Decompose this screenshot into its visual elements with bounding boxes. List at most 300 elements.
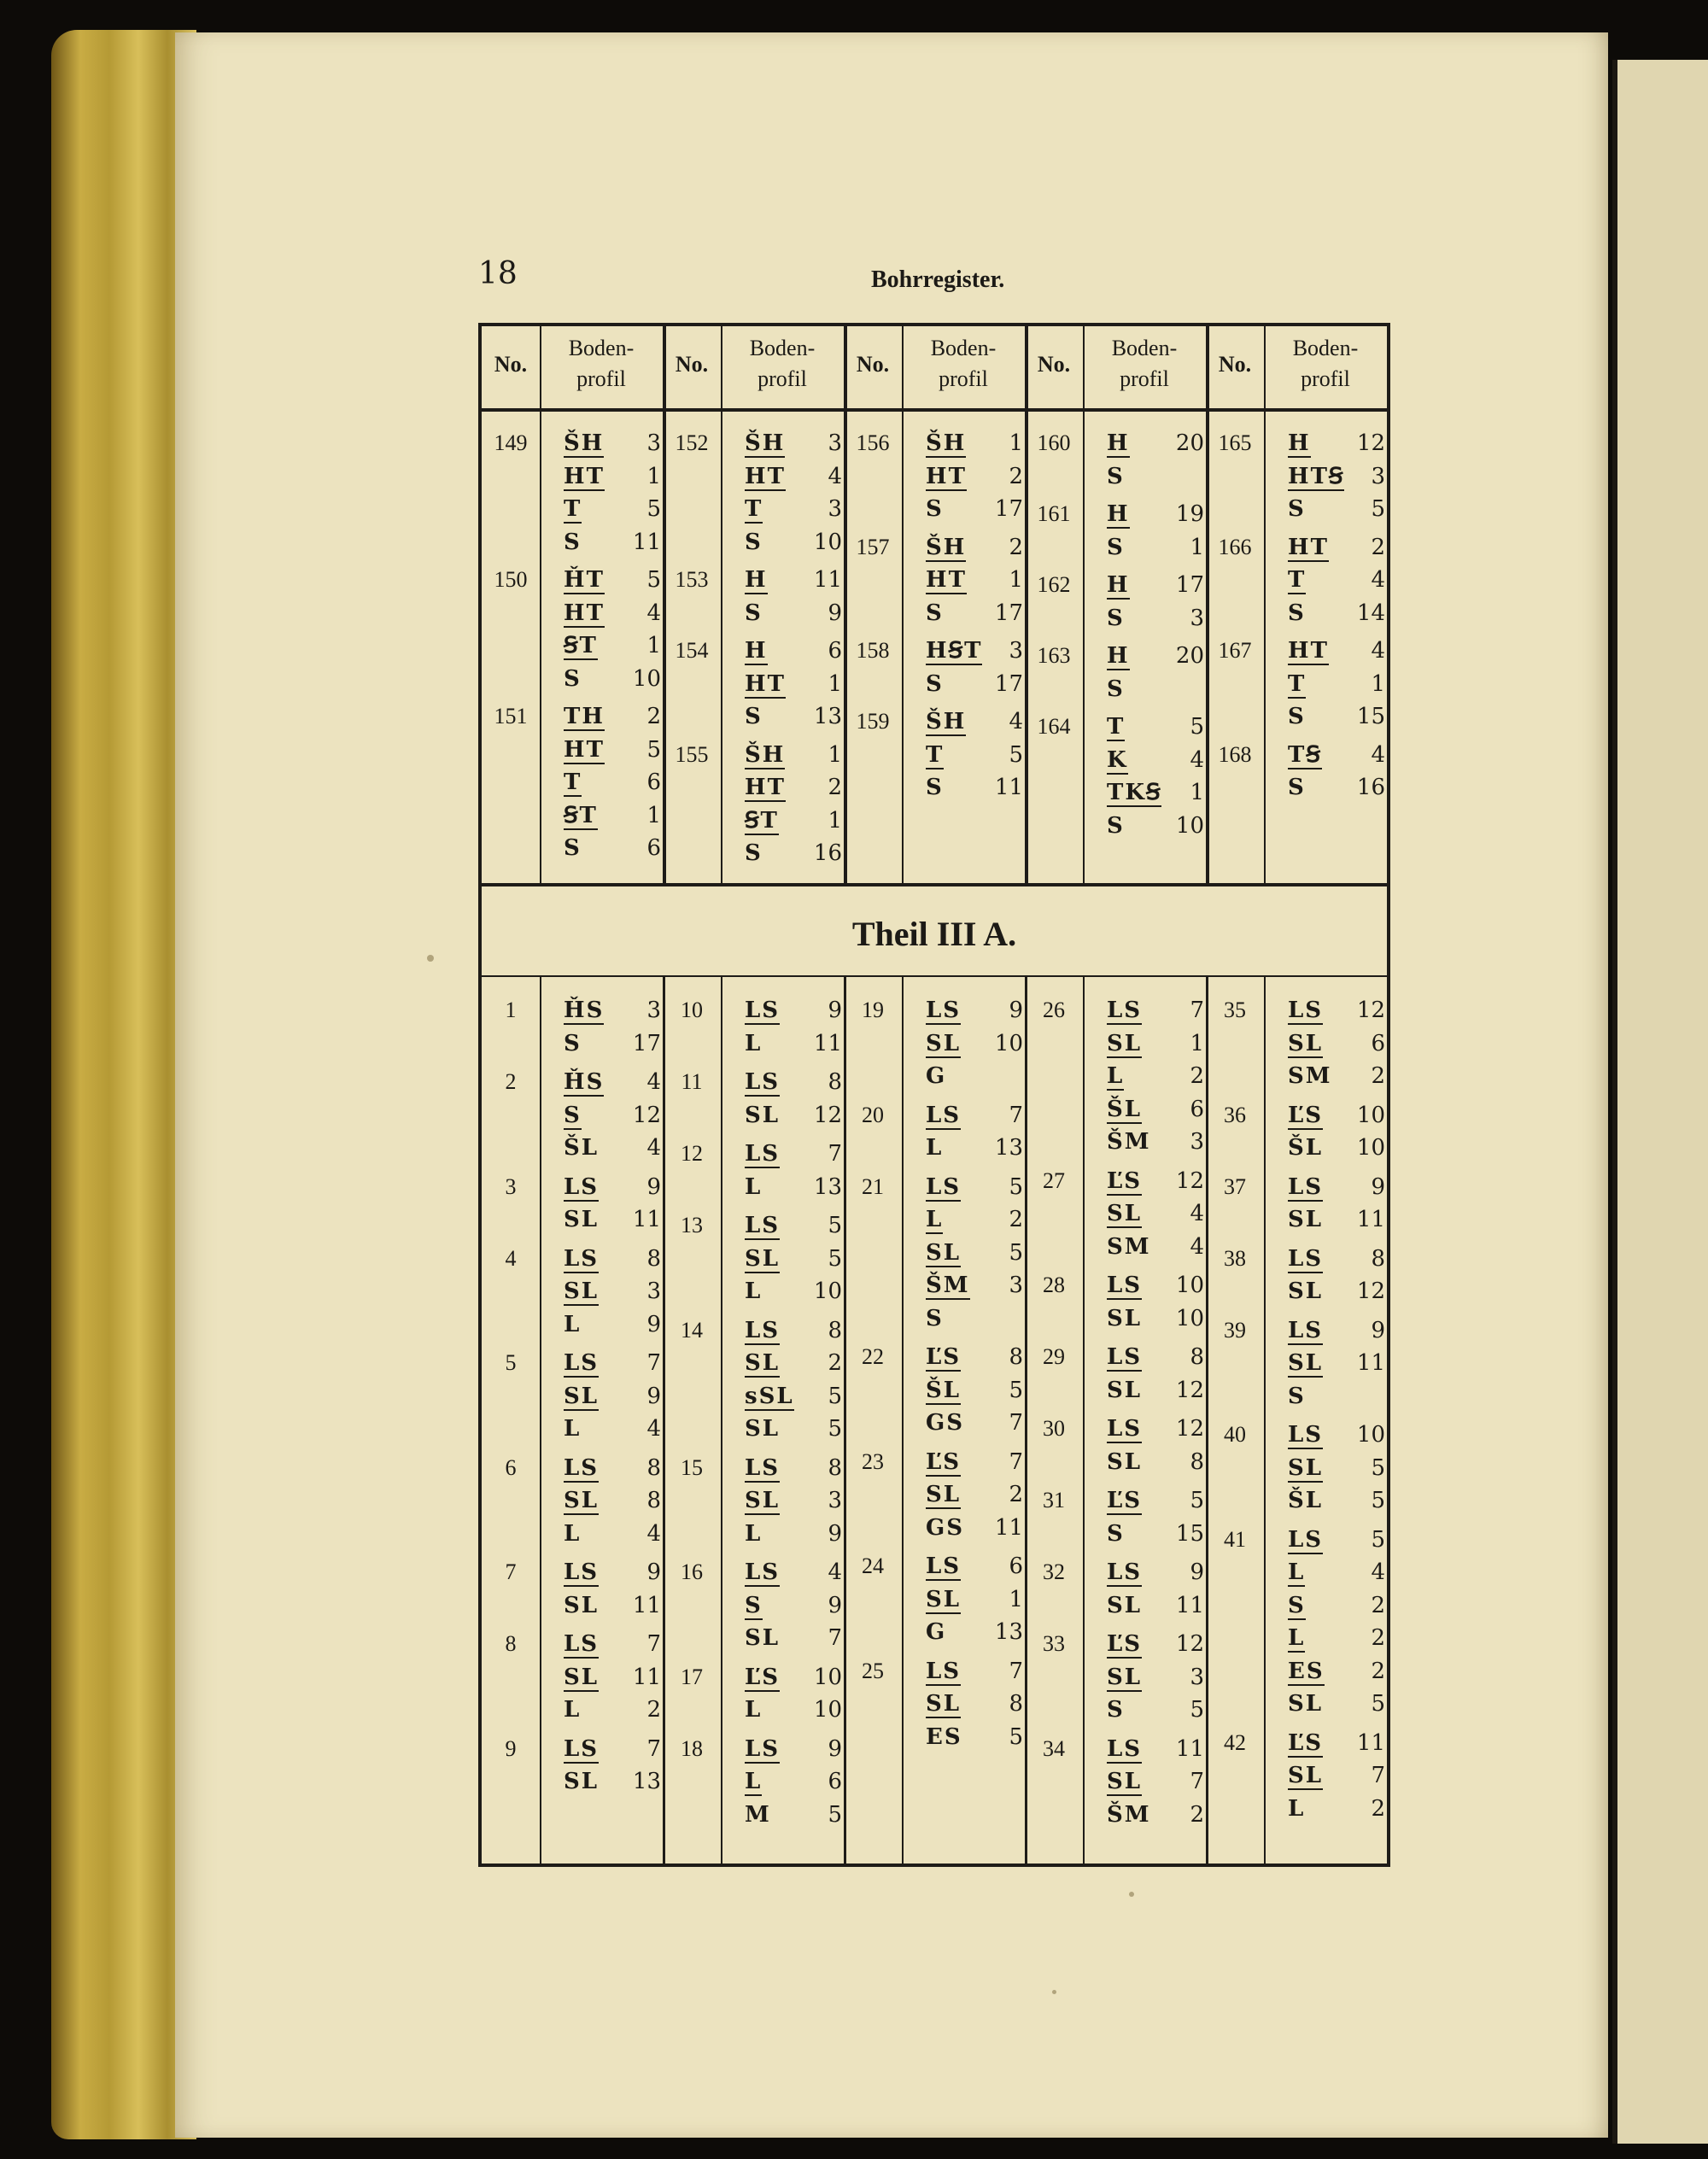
layer-depth: 9 xyxy=(646,1559,661,1585)
layer-depth: 3 xyxy=(1190,605,1204,631)
layer-depth: 10 xyxy=(1175,1273,1204,1298)
soil-symbol: SL xyxy=(1288,1207,1324,1232)
layer-depth: 12 xyxy=(1175,1631,1204,1657)
soil-symbol: LS xyxy=(926,1658,962,1684)
layer-depth: 1 xyxy=(646,633,661,658)
soil-symbol: SL xyxy=(1107,1664,1143,1690)
soil-symbol: ŠL xyxy=(564,1135,600,1161)
soil-symbol: SL xyxy=(926,1030,962,1056)
layer-depth: 12 xyxy=(1356,1278,1385,1304)
soil-symbol: SL xyxy=(926,1691,962,1717)
row-number: 166 xyxy=(1218,534,1252,559)
row-number: 24 xyxy=(862,1553,884,1578)
layer-depth: 8 xyxy=(1190,1344,1204,1370)
soil-symbol: HT xyxy=(564,463,605,489)
layer-depth: 3 xyxy=(646,1278,661,1304)
layer-depth: 5 xyxy=(828,1801,842,1828)
soil-symbol: TꞨ xyxy=(1288,741,1322,768)
layer-depth: 9 xyxy=(828,1520,842,1547)
layer-depth: 4 xyxy=(1371,1559,1385,1585)
soil-symbol: SL xyxy=(564,1207,600,1232)
soil-symbol: T xyxy=(1107,714,1126,740)
soil-symbol: L xyxy=(564,1311,582,1337)
layer-depth: 4 xyxy=(1371,567,1385,593)
soil-symbol: H xyxy=(745,567,768,593)
layer-depth: 5 xyxy=(1190,1488,1204,1513)
header-no: No. xyxy=(1037,352,1071,377)
layer-depth: 9 xyxy=(828,1592,842,1618)
soil-symbol: SL xyxy=(926,1239,962,1266)
layer-depth: 15 xyxy=(1175,1520,1204,1547)
soil-symbol: SL xyxy=(1107,1030,1143,1056)
row-number: 17 xyxy=(681,1664,703,1689)
header-line: profil xyxy=(939,366,988,391)
row-number: 16 xyxy=(681,1559,703,1584)
row-number: 6 xyxy=(505,1454,517,1480)
layer-depth: 1 xyxy=(1190,780,1204,805)
layer-depth: 5 xyxy=(646,736,661,763)
row-number: 150 xyxy=(494,567,528,592)
soil-symbol: SL xyxy=(1107,1305,1143,1331)
layer-depth: 6 xyxy=(828,1769,842,1794)
soil-symbol: LS xyxy=(926,1553,962,1579)
row-number: 34 xyxy=(1043,1735,1065,1761)
layer-depth: 2 xyxy=(646,1697,661,1723)
row-number: 36 xyxy=(1224,1102,1246,1127)
soil-symbol: LS xyxy=(1107,998,1143,1023)
row-number: 151 xyxy=(494,704,528,728)
soil-symbol: LS xyxy=(1288,1422,1324,1448)
row-number: 11 xyxy=(681,1069,703,1094)
soil-symbol: S xyxy=(1107,812,1125,839)
soil-symbol: SM xyxy=(1288,1063,1332,1089)
soil-symbol: SL xyxy=(564,1278,600,1304)
soil-symbol: S xyxy=(745,840,763,866)
soil-symbol: T xyxy=(1288,567,1307,593)
row-number: 23 xyxy=(862,1448,884,1474)
layer-depth: 4 xyxy=(646,1135,661,1161)
soil-symbol: SL xyxy=(564,1592,600,1618)
layer-depth: 5 xyxy=(828,1213,842,1238)
row-number: 157 xyxy=(856,534,890,559)
column-rule xyxy=(1206,326,1209,883)
layer-depth: 5 xyxy=(1371,1454,1385,1481)
row-number: 33 xyxy=(1043,1631,1065,1656)
soil-symbol: SL xyxy=(1107,1377,1143,1403)
soil-symbol: TKꞨ xyxy=(1107,780,1162,805)
soil-symbol: SL xyxy=(1107,1201,1143,1226)
soil-symbol: ĽS xyxy=(745,1664,781,1690)
soil-symbol: S xyxy=(745,529,763,555)
layer-depth: 6 xyxy=(646,769,661,795)
layer-depth: 7 xyxy=(646,1631,661,1657)
soil-symbol: ŠL xyxy=(926,1377,962,1403)
soil-symbol: ŠH xyxy=(564,430,605,456)
layer-depth: 3 xyxy=(1009,1273,1023,1298)
row-number: 165 xyxy=(1218,430,1252,455)
column-rule xyxy=(663,326,666,883)
page-stain xyxy=(1129,1892,1134,1897)
row-number: 32 xyxy=(1043,1559,1065,1584)
soil-symbol: S xyxy=(564,529,582,555)
soil-symbol: SL xyxy=(564,1664,600,1690)
soil-symbol: S xyxy=(1107,1697,1125,1723)
soil-symbol: ŠH xyxy=(926,709,967,734)
soil-symbol: SL xyxy=(1288,1278,1324,1304)
soil-symbol: T xyxy=(564,496,582,522)
layer-depth: 10 xyxy=(1356,1102,1385,1128)
soil-symbol: LS xyxy=(1107,1273,1143,1298)
layer-depth: 13 xyxy=(813,704,842,729)
soil-symbol: LS xyxy=(745,1454,781,1481)
layer-depth: 2 xyxy=(1371,1063,1385,1089)
layer-depth: 7 xyxy=(1190,1769,1204,1794)
layer-depth: 5 xyxy=(1371,1526,1385,1553)
layer-depth: 11 xyxy=(632,1592,661,1618)
layer-depth: 9 xyxy=(646,1311,661,1337)
row-number: 21 xyxy=(862,1173,884,1199)
soil-symbol: ĽS xyxy=(1107,1167,1143,1194)
soil-symbol: ŠH xyxy=(926,534,967,560)
row-number: 25 xyxy=(862,1658,884,1683)
layer-depth: 12 xyxy=(1175,1167,1204,1194)
header-line: profil xyxy=(1301,366,1350,391)
soil-symbol: ȞS xyxy=(564,1069,605,1095)
soil-symbol: L xyxy=(745,1173,763,1200)
row-number: 35 xyxy=(1224,998,1246,1022)
row-number: 160 xyxy=(1037,430,1071,455)
row-number: 22 xyxy=(862,1344,884,1369)
layer-depth: 10 xyxy=(813,1664,842,1690)
soil-symbol: HT xyxy=(926,567,967,593)
soil-symbol: ŠL xyxy=(1107,1096,1143,1122)
soil-symbol: SL xyxy=(1107,1592,1143,1618)
layer-depth: 19 xyxy=(1175,501,1204,527)
row-number: 167 xyxy=(1218,638,1252,663)
layer-depth: 5 xyxy=(1190,1697,1204,1723)
layer-depth: 11 xyxy=(1356,1729,1385,1756)
layer-depth: 13 xyxy=(994,1135,1023,1161)
layer-depth: 1 xyxy=(1371,670,1385,697)
column-rule xyxy=(902,326,904,883)
row-number: 8 xyxy=(505,1631,517,1656)
soil-symbol: ꞨT xyxy=(564,633,598,658)
soil-symbol: ES xyxy=(926,1723,962,1750)
row-number: 5 xyxy=(505,1350,517,1375)
soil-symbol: S xyxy=(1288,704,1306,729)
soil-symbol: SL xyxy=(926,1482,962,1507)
soil-symbol: LS xyxy=(1107,1416,1143,1442)
header-bodenprofil xyxy=(721,333,844,395)
layer-depth: 10 xyxy=(1356,1422,1385,1448)
layer-depth: 2 xyxy=(1371,1625,1385,1651)
soil-symbol: S xyxy=(926,1305,944,1331)
soil-symbol: LS xyxy=(564,1454,600,1481)
layer-depth: 12 xyxy=(813,1102,842,1128)
layer-depth: 3 xyxy=(646,998,661,1023)
layer-depth: 5 xyxy=(646,496,661,522)
header-line: Boden- xyxy=(749,336,816,360)
layer-depth: 5 xyxy=(1371,1488,1385,1513)
layer-depth: 6 xyxy=(1190,1096,1204,1122)
layer-depth: 9 xyxy=(646,1383,661,1409)
soil-symbol: T xyxy=(1288,670,1307,697)
row-number: 37 xyxy=(1224,1173,1246,1199)
soil-symbol: LS xyxy=(745,1317,781,1343)
layer-depth: 17 xyxy=(994,496,1023,522)
soil-symbol: HT xyxy=(745,463,786,489)
row-number: 20 xyxy=(862,1102,884,1127)
layer-depth: 1 xyxy=(1190,534,1204,560)
soil-symbol: SL xyxy=(1288,1454,1324,1481)
soil-symbol: sSL xyxy=(745,1383,794,1409)
layer-depth: 7 xyxy=(1371,1763,1385,1788)
layer-depth: 9 xyxy=(1371,1317,1385,1343)
soil-symbol: H xyxy=(1107,501,1130,527)
layer-depth: 2 xyxy=(1371,1795,1385,1822)
soil-symbol: LS xyxy=(564,1350,600,1376)
layer-depth: 5 xyxy=(1009,1723,1023,1750)
soil-symbol: ŠL xyxy=(1288,1135,1324,1161)
soil-symbol: HT xyxy=(1288,534,1329,560)
row-number: 26 xyxy=(1043,998,1065,1022)
layer-depth: 3 xyxy=(1190,1664,1204,1690)
soil-symbol: ĽS xyxy=(1288,1102,1324,1128)
header-no: No. xyxy=(675,352,709,377)
layer-depth: 2 xyxy=(828,775,842,800)
soil-symbol: LS xyxy=(745,1559,781,1585)
soil-symbol: ĽS xyxy=(926,1344,962,1370)
row-number: 12 xyxy=(681,1141,703,1166)
layer-depth: 2 xyxy=(1190,1801,1204,1828)
layer-depth: 7 xyxy=(1009,1102,1023,1128)
row-number: 18 xyxy=(681,1735,703,1761)
row-number: 9 xyxy=(505,1735,517,1761)
soil-symbol: SL xyxy=(745,1102,781,1128)
layer-depth: 7 xyxy=(646,1735,661,1762)
layer-depth: 3 xyxy=(1009,638,1023,664)
table-rule xyxy=(482,408,1387,412)
layer-depth: 6 xyxy=(646,835,661,861)
layer-depth: 10 xyxy=(1175,812,1204,839)
layer-depth: 16 xyxy=(813,840,842,866)
column-rule xyxy=(540,977,541,1865)
layer-depth: 5 xyxy=(1371,496,1385,522)
soil-symbol: LS xyxy=(745,1213,781,1238)
layer-depth: 2 xyxy=(1371,1592,1385,1618)
soil-symbol: SL xyxy=(926,1586,962,1612)
header-line: profil xyxy=(757,366,807,391)
soil-symbol: L xyxy=(564,1697,582,1723)
soil-symbol: S xyxy=(564,1030,582,1056)
layer-depth: 8 xyxy=(646,1488,661,1513)
soil-symbol: S xyxy=(745,704,763,729)
layer-depth: 5 xyxy=(828,1416,842,1442)
soil-symbol: S xyxy=(1288,775,1306,800)
soil-symbol: L xyxy=(926,1135,944,1161)
header-line: Boden- xyxy=(930,336,997,360)
soil-symbol: S xyxy=(926,775,944,800)
row-number: 158 xyxy=(856,638,890,663)
column-rule xyxy=(540,326,541,883)
layer-depth: 6 xyxy=(1009,1553,1023,1579)
header-line: Boden- xyxy=(1292,336,1359,360)
header-no: No. xyxy=(1218,352,1252,377)
layer-depth: 1 xyxy=(1009,567,1023,593)
soil-symbol: LS xyxy=(745,1069,781,1095)
layer-depth: 8 xyxy=(828,1069,842,1095)
layer-depth: 4 xyxy=(1190,1201,1204,1226)
layer-depth: 11 xyxy=(1175,1735,1204,1762)
soil-symbol: LS xyxy=(745,1735,781,1762)
layer-depth: 17 xyxy=(632,1030,661,1056)
soil-symbol: L xyxy=(745,1030,763,1056)
soil-symbol: L xyxy=(745,1278,763,1304)
soil-symbol: ŠM xyxy=(1107,1801,1151,1828)
layer-depth: 17 xyxy=(1175,572,1204,598)
layer-depth: 2 xyxy=(1009,1482,1023,1507)
layer-depth: 10 xyxy=(994,1030,1023,1056)
soil-symbol: T xyxy=(745,496,763,522)
layer-depth: 20 xyxy=(1175,430,1204,456)
column-rule xyxy=(1264,977,1266,1865)
layer-depth: 9 xyxy=(828,600,842,626)
soil-symbol: H xyxy=(1107,572,1130,598)
layer-depth: 12 xyxy=(1175,1377,1204,1403)
soil-symbol: L xyxy=(745,1769,763,1794)
soil-symbol: T xyxy=(564,769,582,795)
layer-depth: 5 xyxy=(1009,1173,1023,1200)
layer-depth: 3 xyxy=(1190,1129,1204,1155)
layer-depth: 7 xyxy=(1009,1658,1023,1684)
column-rule xyxy=(663,977,665,1865)
layer-depth: 4 xyxy=(646,1416,661,1442)
row-number: 163 xyxy=(1037,643,1071,668)
soil-symbol: SL xyxy=(1288,1030,1324,1056)
layer-depth: 11 xyxy=(813,567,842,593)
soil-symbol: ꞨT xyxy=(745,807,779,834)
soil-symbol: SL xyxy=(1107,1448,1143,1475)
soil-symbol: SL xyxy=(1288,1691,1324,1717)
soil-symbol: L xyxy=(564,1416,582,1442)
layer-depth: 11 xyxy=(1175,1592,1204,1618)
soil-symbol: L xyxy=(745,1520,763,1547)
layer-depth: 11 xyxy=(994,1514,1023,1541)
row-number: 31 xyxy=(1043,1488,1065,1512)
page-stain xyxy=(1052,1990,1056,1994)
layer-depth: 4 xyxy=(1190,746,1204,773)
layer-depth: 5 xyxy=(828,1245,842,1272)
soil-symbol: H xyxy=(1107,430,1130,456)
soil-symbol: LS xyxy=(564,1245,600,1272)
row-number: 156 xyxy=(856,430,890,455)
layer-depth: 2 xyxy=(828,1350,842,1376)
soil-symbol: ꞨT xyxy=(564,802,598,828)
header-bodenprofil xyxy=(540,333,663,395)
row-number: 152 xyxy=(675,430,709,455)
row-number: 159 xyxy=(856,709,890,734)
soil-symbol: ĽS xyxy=(1288,1729,1324,1756)
row-number: 13 xyxy=(681,1213,703,1237)
layer-depth: 5 xyxy=(1009,1239,1023,1266)
soil-symbol: SM xyxy=(1107,1233,1151,1260)
layer-depth: 2 xyxy=(646,704,661,729)
column-rule xyxy=(1025,977,1027,1865)
soil-symbol: SL xyxy=(1288,1763,1324,1788)
row-number: 149 xyxy=(494,430,528,455)
layer-depth: 3 xyxy=(828,496,842,522)
row-number: 1 xyxy=(505,998,517,1022)
soil-symbol: H xyxy=(1288,430,1311,456)
soil-symbol: G xyxy=(926,1619,947,1645)
row-number: 15 xyxy=(681,1454,703,1480)
soil-symbol: SL xyxy=(1288,1350,1324,1376)
soil-symbol: SL xyxy=(745,1488,781,1513)
soil-symbol: LS xyxy=(1288,1317,1324,1343)
soil-symbol: S xyxy=(1107,534,1125,560)
soil-symbol: S xyxy=(1288,600,1306,626)
layer-depth: 8 xyxy=(646,1454,661,1481)
layer-depth: 8 xyxy=(1371,1245,1385,1272)
soil-symbol: L xyxy=(1107,1063,1125,1089)
layer-depth: 12 xyxy=(632,1102,661,1128)
header-line: Boden- xyxy=(1111,336,1178,360)
soil-symbol: HT xyxy=(745,775,786,800)
layer-depth: 4 xyxy=(1371,741,1385,768)
layer-depth: 8 xyxy=(646,1245,661,1272)
row-number: 168 xyxy=(1218,741,1252,767)
row-number: 4 xyxy=(505,1245,517,1271)
column-rule xyxy=(902,977,904,1865)
layer-depth: 9 xyxy=(828,998,842,1023)
soil-symbol: SL xyxy=(745,1245,781,1272)
layer-depth: 9 xyxy=(646,1173,661,1200)
soil-symbol: S xyxy=(1288,1592,1306,1618)
layer-depth: 5 xyxy=(828,1383,842,1409)
soil-symbol: LS xyxy=(1288,1173,1324,1200)
row-number: 10 xyxy=(681,998,703,1022)
soil-symbol: LS xyxy=(926,1173,962,1200)
soil-symbol: SL xyxy=(564,1769,600,1794)
header-bodenprofil xyxy=(1083,333,1206,395)
soil-symbol: S xyxy=(1107,1520,1125,1547)
soil-symbol: S xyxy=(745,1592,763,1618)
layer-depth: 7 xyxy=(828,1141,842,1167)
soil-symbol: ES xyxy=(1288,1658,1325,1684)
layer-depth: 9 xyxy=(828,1735,842,1762)
layer-depth: 12 xyxy=(1356,430,1385,456)
soil-symbol: H xyxy=(1107,643,1130,669)
column-rule xyxy=(844,326,847,883)
soil-symbol: ŠH xyxy=(926,430,967,456)
soil-symbol: HT xyxy=(564,600,605,626)
layer-depth: 4 xyxy=(646,600,661,626)
layer-depth: 11 xyxy=(1356,1350,1385,1376)
layer-depth: 9 xyxy=(1371,1173,1385,1200)
soil-symbol: LS xyxy=(1107,1559,1143,1585)
layer-depth: 13 xyxy=(813,1173,842,1200)
layer-depth: 2 xyxy=(1190,1063,1204,1089)
layer-depth: 1 xyxy=(1009,1586,1023,1612)
layer-depth: 6 xyxy=(828,638,842,664)
soil-symbol: M xyxy=(745,1801,771,1828)
soil-symbol: S xyxy=(926,496,944,522)
layer-depth: 10 xyxy=(813,1278,842,1304)
layer-depth: 10 xyxy=(1356,1135,1385,1161)
soil-symbol: L xyxy=(926,1207,944,1232)
soil-symbol: LS xyxy=(1288,998,1324,1023)
soil-symbol: S xyxy=(1107,676,1125,702)
